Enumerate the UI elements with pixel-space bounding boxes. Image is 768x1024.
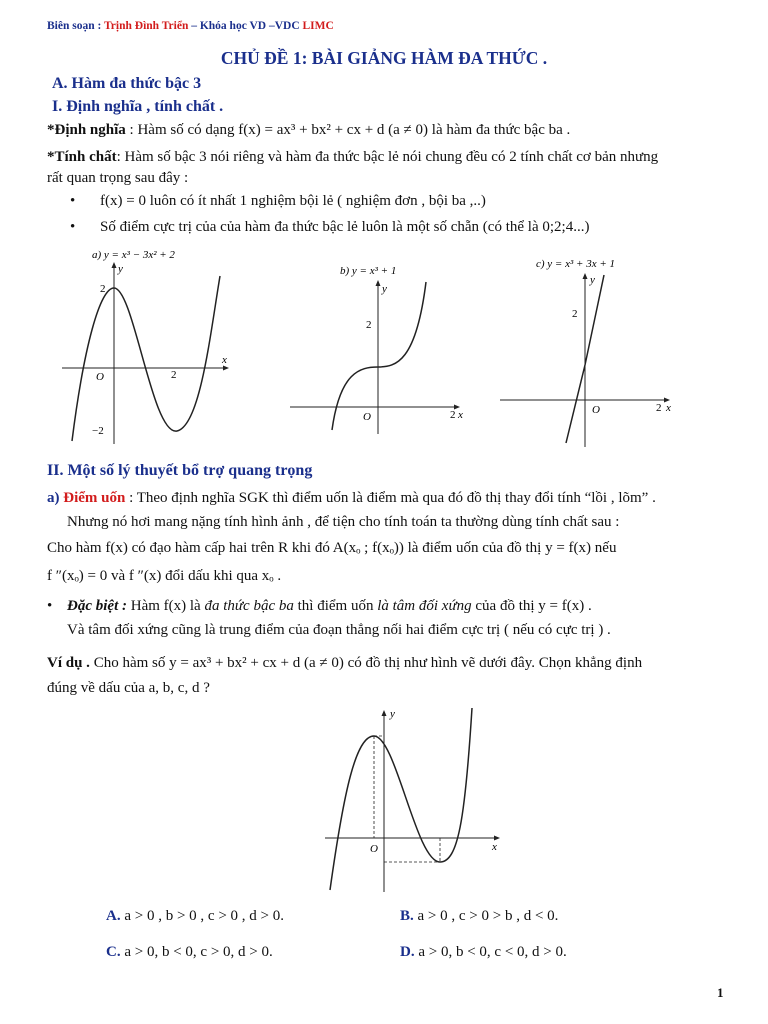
special-line-2: Và tâm đối xứng cũng là trung điểm của đoạn thẳng nối hai điểm cực trị ( nếu có cực trị ) . xyxy=(67,622,611,638)
property-label: *Tính chất xyxy=(47,149,117,165)
page-title: CHỦ ĐỀ 1: BÀI GIẢNG HÀM ĐA THỨC . xyxy=(220,48,548,68)
option-b[interactable] xyxy=(400,908,558,925)
inflection-line-3: Cho hàm f(x) có đạo hàm cấp hai trên R khi đó A(xₒ ; f(xₒ)) là điểm uốn của đồ thị y = f(x) nếu xyxy=(47,540,617,556)
definition-label: *Định nghĩa xyxy=(47,122,126,138)
example-y-label: y xyxy=(390,708,395,720)
example-text-1: Cho hàm số y = ax³ + bx² + cx + d (a ≠ 0) có đồ thị như hình vẽ dưới đây. Chọn khẳng định xyxy=(89,655,643,671)
special-label: Đặc biệt : xyxy=(67,598,127,614)
graph-c-tick-x2: 2 xyxy=(656,402,662,414)
graph-b-caption: b) y = x³ + 1 xyxy=(340,265,397,277)
property-line-1 xyxy=(47,149,658,166)
option-a-text: a > 0 , b > 0 , c > 0 , d > 0. xyxy=(120,908,284,924)
option-c-text: a > 0, b < 0, c > 0, d > 0. xyxy=(120,944,273,960)
graph-a-caption: a) y = x³ − 3x² + 2 xyxy=(92,249,175,261)
graph-b-curve xyxy=(332,282,426,430)
graph-a-tick-y2: 2 xyxy=(100,283,106,295)
option-c[interactable] xyxy=(106,944,273,961)
special-text-d: là tâm đối xứng xyxy=(377,598,472,614)
graph-c-tick-y2: 2 xyxy=(572,308,578,320)
page-number: 1 xyxy=(717,985,724,1000)
author-line xyxy=(47,20,334,32)
special-text-c: thì điểm uốn xyxy=(293,598,378,614)
example-label: Ví dụ . xyxy=(47,655,90,671)
special-text-b: đa thức bậc ba xyxy=(204,598,294,614)
option-d[interactable] xyxy=(400,944,567,961)
property-line-2: rất quan trọng sau đây : xyxy=(47,170,189,186)
graph-b-x-label: x xyxy=(458,409,463,421)
graph-a-curve xyxy=(72,276,220,441)
graph-b-y-label: y xyxy=(382,283,387,295)
option-a[interactable] xyxy=(106,908,284,925)
option-d-text: a > 0, b < 0, c < 0, d > 0. xyxy=(414,944,567,960)
graph-b-tick-y2: 2 xyxy=(366,319,372,331)
graph-c-origin: O xyxy=(592,404,600,416)
bullet-item-2 xyxy=(70,219,589,236)
example-line-1 xyxy=(47,655,642,672)
inflection-line-4: f ″(xₒ) = 0 và f ″(x) đổi dấu khi qua xₒ . xyxy=(47,568,282,584)
bullet-dot-icon: • xyxy=(70,219,76,235)
example-curve xyxy=(330,708,472,890)
example-origin: O xyxy=(370,843,378,855)
graph-b-origin: O xyxy=(363,411,371,423)
inflection-text-1: : Theo định nghĩa SGK thì điểm uốn là điểm mà qua đó đồ thị thay đổi tính “lồi , lõm” . xyxy=(125,490,656,506)
graph-b-tick-x2: 2 xyxy=(450,409,456,421)
option-b-text: a > 0 , c > 0 > b , d < 0. xyxy=(413,908,559,924)
bullet-dot-icon: • xyxy=(70,193,76,209)
section-1-heading: I. Định nghĩa , tính chất . xyxy=(52,98,224,115)
example-line-2: đúng về dấu của a, b, c, d ? xyxy=(47,680,210,696)
author-brand: LIMC xyxy=(302,20,334,32)
graph-a-origin: O xyxy=(96,371,104,383)
bullet-text-1: f(x) = 0 luôn có ít nhất 1 nghiệm bội lẻ ( nghiệm đơn , bội ba ,..) xyxy=(100,193,486,209)
graph-c-caption: c) y = x³ + 3x + 1 xyxy=(536,258,616,270)
graph-c-y-label: y xyxy=(590,274,595,286)
definition-line xyxy=(47,122,570,139)
inflection-label: Điểm uốn xyxy=(63,490,126,506)
inflection-item-label: a) xyxy=(47,490,64,506)
option-d-label: D. xyxy=(400,944,415,960)
example-x-label: x xyxy=(492,841,497,853)
bullet-item-1 xyxy=(70,193,486,210)
special-text-e: của đồ thị y = f(x) . xyxy=(471,598,592,614)
author-name: Trịnh Đình Triển xyxy=(103,20,189,32)
author-course: – Khóa học VD –VDC xyxy=(188,20,303,32)
graph-a-tick-x2: 2 xyxy=(171,369,177,381)
graph-a xyxy=(62,246,237,446)
inflection-line-1 xyxy=(47,490,656,507)
option-b-label: B. xyxy=(400,908,414,924)
option-a-label: A. xyxy=(106,908,121,924)
bullet-dot-icon: • xyxy=(47,598,53,614)
graph-a-x-label: x xyxy=(222,354,227,366)
section-a-heading: A. Hàm đa thức bậc 3 xyxy=(52,75,202,92)
graph-a-y-label: y xyxy=(118,263,123,275)
graph-a-tick-neg2: −2 xyxy=(92,425,104,437)
special-line-1 xyxy=(47,598,592,615)
author-prefix: Biên soạn : xyxy=(47,20,104,32)
section-2-heading: II. Một số lý thuyết bổ trợ quang trọng xyxy=(47,462,313,479)
definition-text: : Hàm số có dạng f(x) = ax³ + bx² + cx + d (a ≠ 0) là hàm đa thức bậc ba . xyxy=(125,122,571,138)
option-c-label: C. xyxy=(106,944,121,960)
special-text-a: Hàm f(x) là xyxy=(126,598,205,614)
property-text-1: : Hàm số bậc 3 nói riêng và hàm đa thức bậc lẻ nói chung đều có 2 tính chất cơ bản nhưng xyxy=(116,149,659,165)
graph-b xyxy=(290,262,465,437)
example-graph xyxy=(320,700,510,895)
bullet-text-2: Số điểm cực trị của của hàm đa thức bậc lẻ luôn là một số chẵn (có thể là 0;2;4...) xyxy=(100,219,590,235)
inflection-line-2: Nhưng nó hơi mang nặng tính hình ảnh , để tiện cho tính toán ta thường dùng tính chất sau : xyxy=(67,514,620,530)
graph-c xyxy=(500,255,680,455)
graph-c-x-label: x xyxy=(666,402,671,414)
